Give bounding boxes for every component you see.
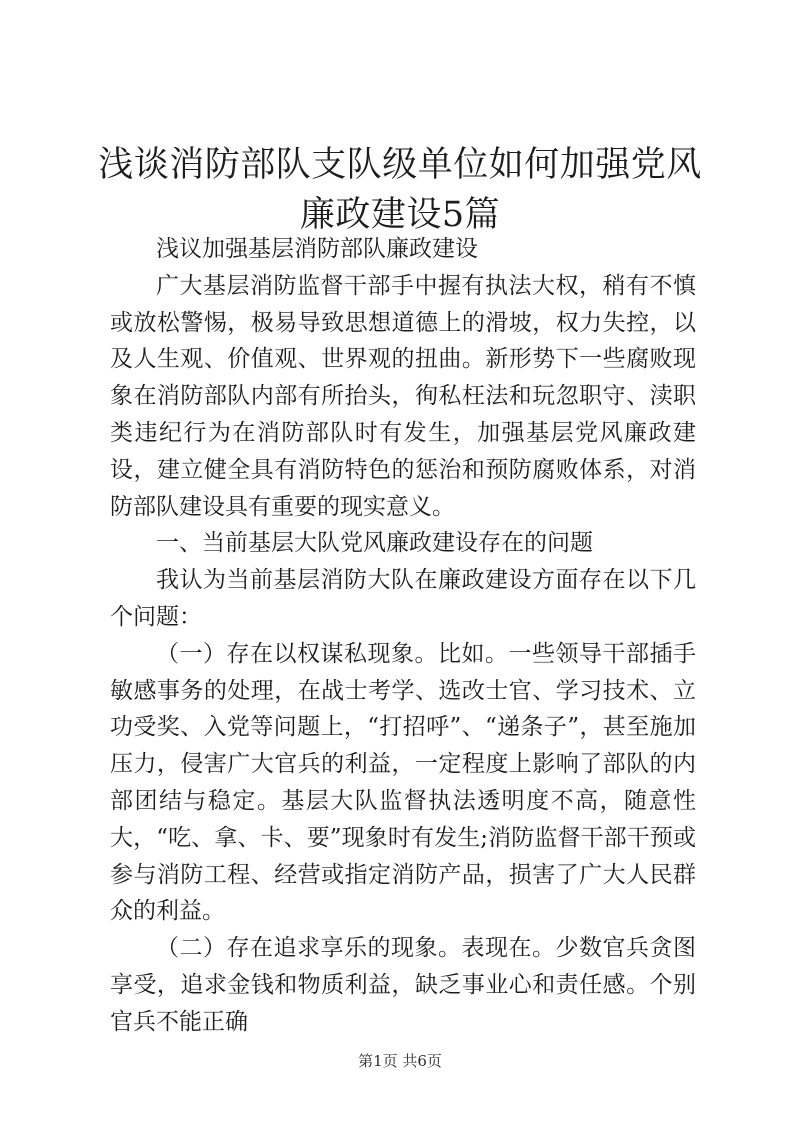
section-heading: 浅议加强基层消防部队廉政建设 (156, 236, 478, 262)
body-paragraph: （一）存在以权谋私现象。比如。一些领导干部插手敏感事务的处理，在战士考学、选改士官、学习技术、立功受奖、入党等问题上，“打招呼”、“递条子”，甚至施加压力，侵害广大官兵的利益，一定程度上影响了部队的内部团结与稳定。基层大队监督执法透明度不高，随意性大，“吃、拿、卡、要”现象时有发生;消防监督干部干预或参与消防工程、经营或指定消防产品，损害了广大人民群众的利益。 (110, 640, 696, 925)
body-paragraph: 广大基层消防监督干部手中握有执法大权，稍有不慎或放松警惕，极易导致思想道德上的滑坡，权力失控，以及人生观、价值观、世界观的扭曲。新形势下一些腐败现象在消防部队内部有所抬头，徇私枉法和玩忽职守、渎职类违纪行为在消防部队时有发生，加强基层党风廉政建设，建立健全具有消防特色的惩治和预防腐败体系，对消防部队建设具有重要的现实意义。 (110, 272, 696, 520)
page-footer: 第1页 共6页 (358, 1052, 442, 1070)
body-paragraph: （二）存在追求享乐的现象。表现在。少数官兵贪图享受，追求金钱和物质利益，缺乏事业心和责任感。个别官兵不能正确 (110, 935, 696, 1035)
document-title: 浅谈消防部队支队级单位如何加强党风廉政建设5篇 (98, 145, 702, 235)
body-paragraph: 我认为当前基层消防大队在廉政建设方面存在以下几个问题： (110, 567, 696, 630)
document-body (110, 231, 696, 1041)
section-heading: 一、当前基层大队党风廉政建设存在的问题 (156, 530, 593, 557)
